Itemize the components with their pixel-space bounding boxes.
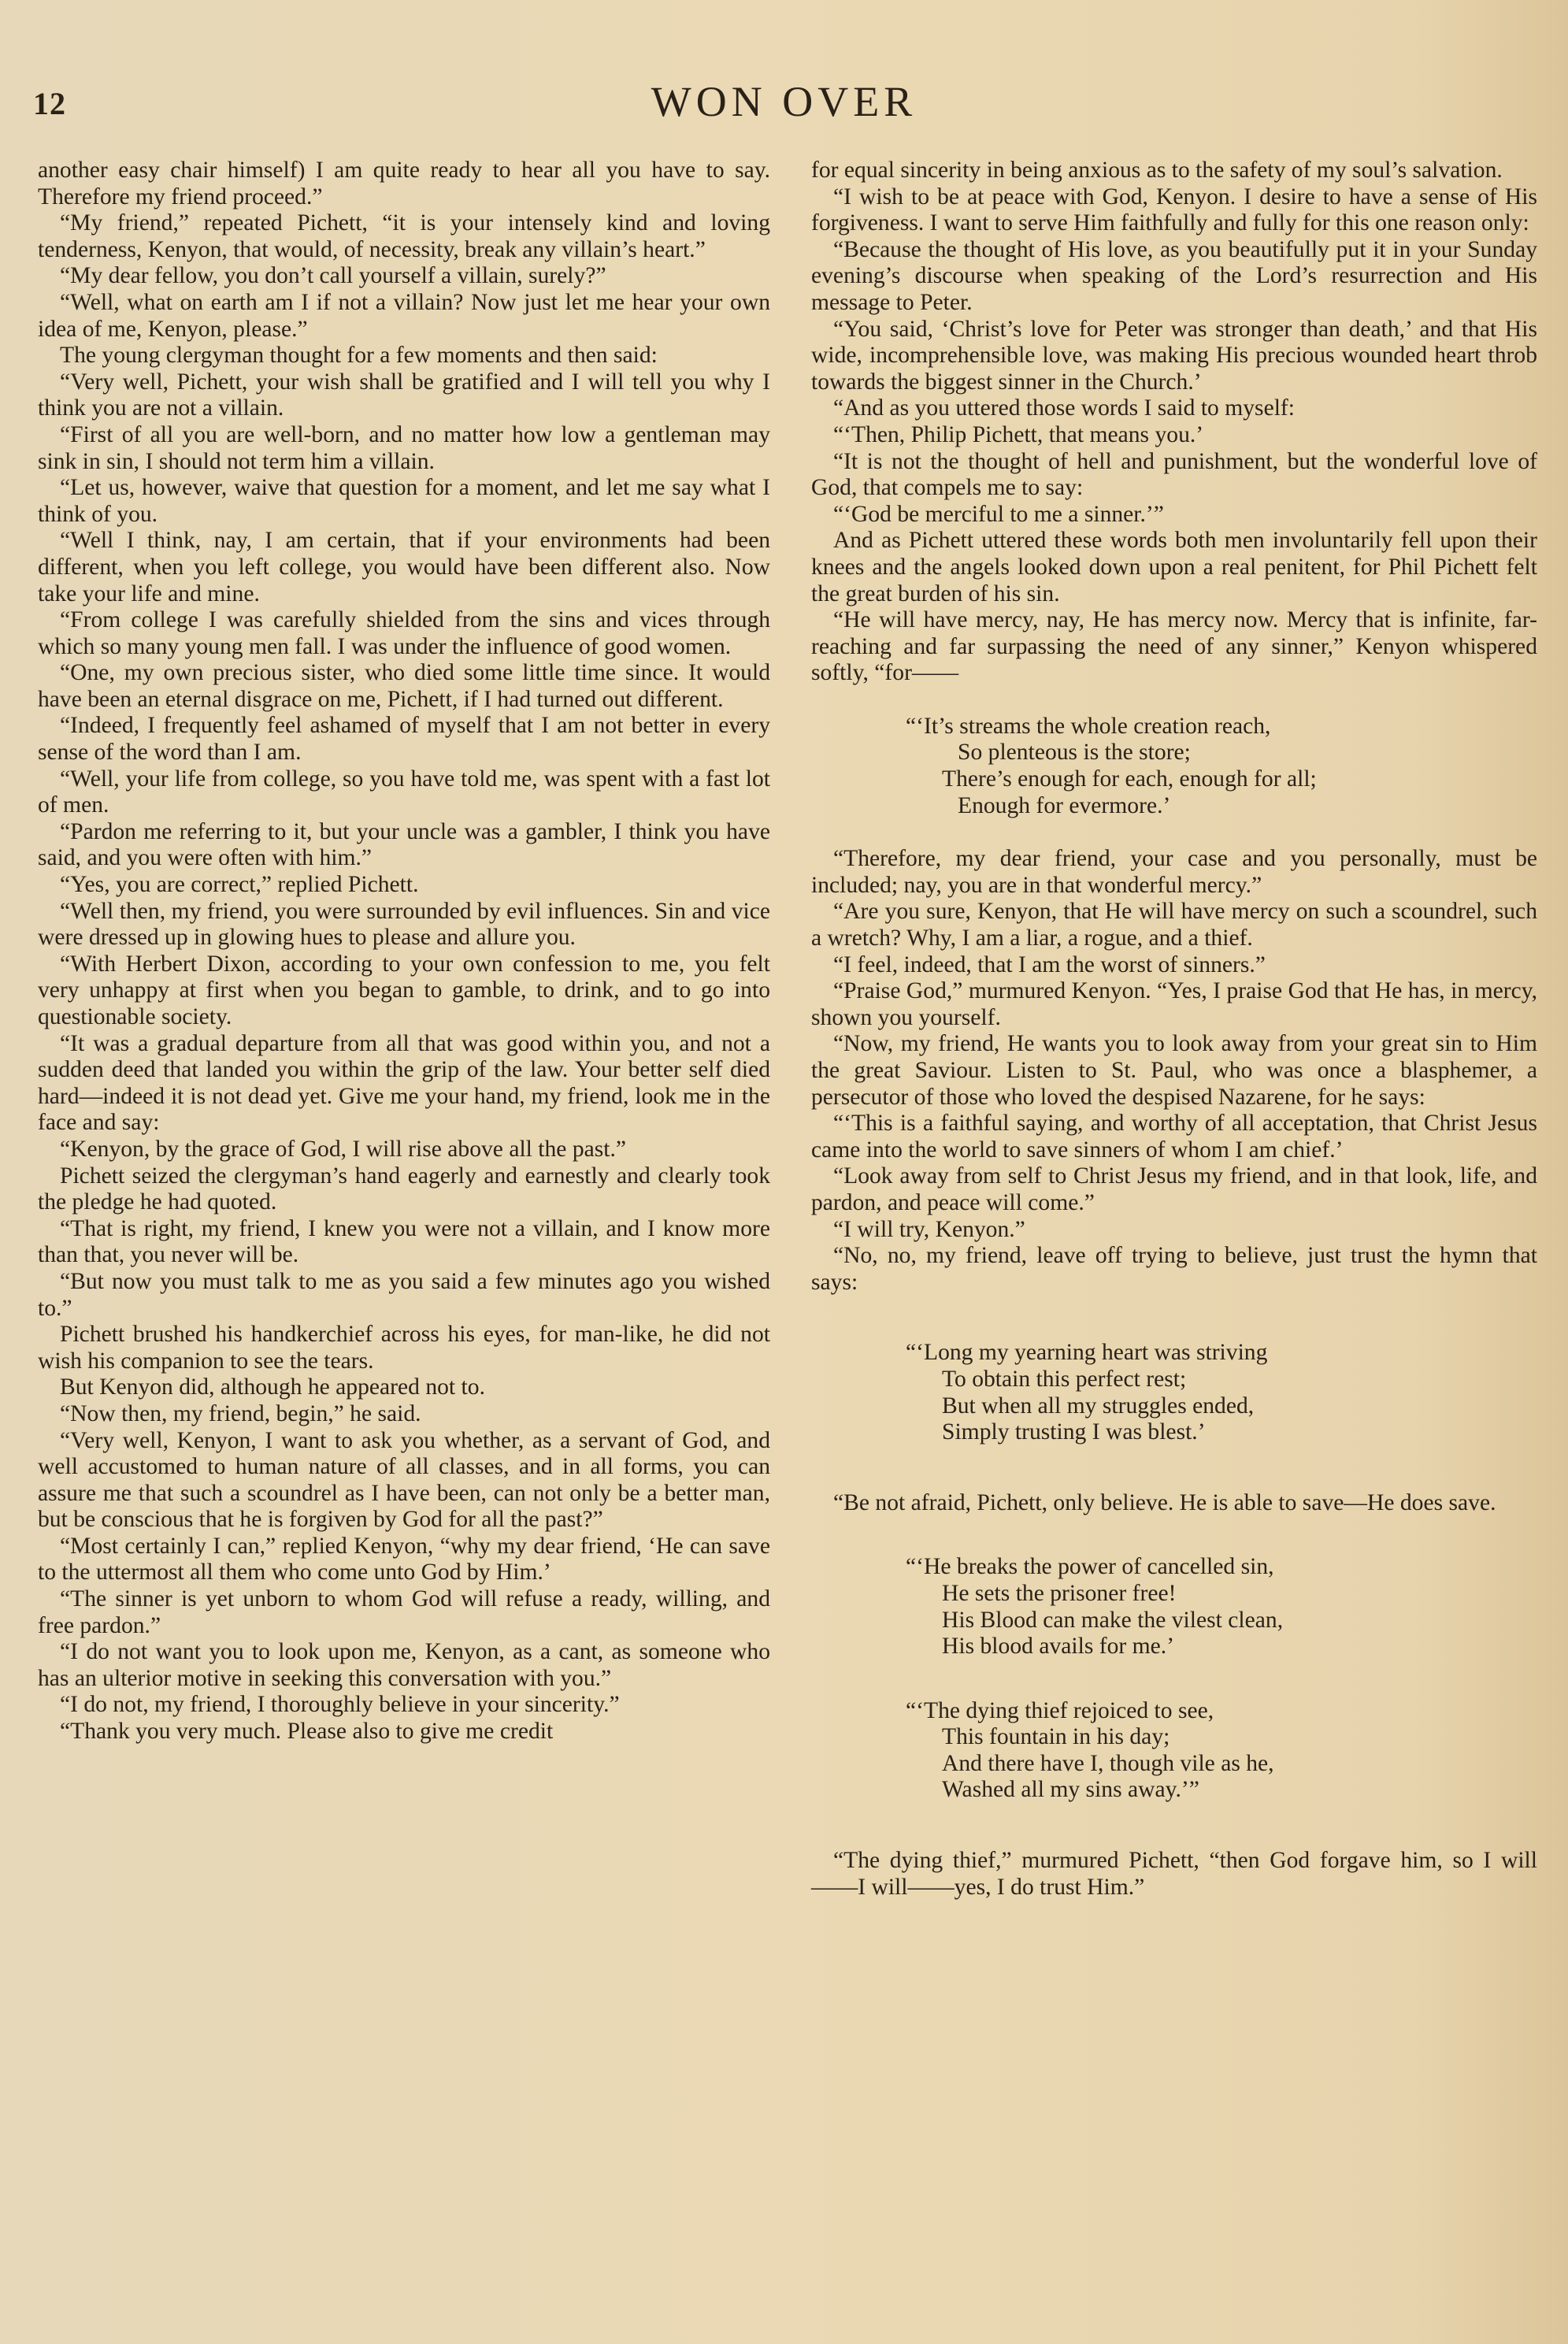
paragraph: “Therefore, my dear friend, your case and you personally, must be included; nay, you are in that wonderful mercy.”: [811, 846, 1537, 898]
paragraph: “Well, your life from college, so you have told me, was spent with a fast lot of men.: [38, 766, 770, 818]
paragraph: “My friend,” repeated Pichett, “it is your intensely kind and loving tenderness, Kenyon, that would, of necessity, break any villain’s heart.”: [38, 210, 770, 262]
paragraph: “Indeed, I frequently feel ashamed of myself that I am not better in every sense of the word than I am.: [38, 713, 770, 766]
paragraph: “Praise God,” murmured Kenyon. “Yes, I praise God that He has, in mercy, shown you yourself.: [811, 978, 1537, 1030]
verse-line: His Blood can make the vilest clean,: [942, 1607, 1284, 1633]
paragraph: “You said, ‘Christ’s love for Peter was stronger than death,’ and that His wide, incomprehensible love, was making His precious wounded heart throb towards the biggest sinner in the Church.’: [811, 316, 1537, 395]
paragraph: “Well, what on earth am I if not a villain? Now just let me hear your own idea of me, Kenyon, please.”: [38, 289, 770, 342]
verse-line: “‘Long my yearning heart was striving: [906, 1340, 1268, 1366]
paragraph: “Very well, Kenyon, I want to ask you whether, as a servant of God, and well accustomed to human nature of all classes, and in all forms, you can assure me that such a scoundrel as I have been, can not only be a better man, but be conscious that he is forgiven by God for all the past?”: [38, 1427, 770, 1533]
verse-line: And there have I, though vile as he,: [942, 1750, 1274, 1776]
paragraph: “The sinner is yet unborn to whom God will refuse a ready, willing, and free pardon.”: [38, 1586, 770, 1638]
paragraph: “Yes, you are correct,” replied Pichett.: [60, 872, 419, 898]
hymn-verse: [811, 1698, 1537, 1804]
paragraph: “With Herbert Dixon, according to your own confession to me, you felt very unhappy at first when you began to gamble, to drink, and to go into questionable society.: [38, 951, 770, 1029]
page-number: 12: [33, 86, 66, 121]
verse-line: So plenteous is the store;: [958, 740, 1191, 766]
right-column: [811, 158, 1537, 1901]
paragraph: “My dear fellow, you don’t call yourself a villain, surely?”: [60, 263, 606, 289]
paragraph: “Look away from self to Christ Jesus my friend, and in that look, life, and pardon, and peace will come.”: [811, 1163, 1537, 1215]
paragraph: “I do not, my friend, I thoroughly believe in your sincerity.”: [60, 1692, 620, 1718]
paragraph: “But now you must talk to me as you said a few minutes ago you wished to.”: [38, 1268, 770, 1321]
paragraph: “I feel, indeed, that I am the worst of sinners.”: [833, 951, 1266, 977]
paragraph: “I wish to be at peace with God, Kenyon. I desire to have a sense of His forgiveness. I want to serve Him faithfully and fully for this one reason only:: [811, 184, 1537, 236]
paragraph: “It is not the thought of hell and punishment, but the wonderful love of God, that compels me to say:: [811, 448, 1537, 501]
verse-line: There’s enough for each, enough for all;: [942, 766, 1317, 792]
paragraph: “Thank you very much. Please also to give me credit: [60, 1719, 554, 1745]
paragraph: “Well I think, nay, I am certain, that if your environments had been different, when you left college, you would have been different also. Now take your life and mine.: [38, 528, 770, 606]
paragraph: “I will try, Kenyon.”: [833, 1216, 1025, 1242]
paragraph: “I do not want you to look upon me, Kenyon, as a cant, as someone who has an ulterior motive in seeking this conversation with you.”: [38, 1639, 770, 1691]
paragraph: “One, my own precious sister, who died some little time since. It would have been an eternal disgrace on me, Pichett, if I had turned out different.: [38, 660, 770, 712]
paragraph: “First of all you are well-born, and no matter how low a gentleman may sink in sin, I should not term him a villain.: [38, 421, 770, 474]
paragraph: “He will have mercy, nay, He has mercy now. Mercy that is infinite, far-reaching and far surpassing the need of any sinner,” Kenyon whispered softly, “for——: [811, 607, 1537, 686]
paragraph: another easy chair himself) I am quite ready to hear all you have to say. Therefore my friend proceed.”: [38, 158, 770, 210]
verse-line: Enough for evermore.’: [958, 792, 1171, 818]
paragraph: “Most certainly I can,” replied Kenyon, “why my dear friend, ‘He can save to the uttermost all them who come unto God by Him.’: [38, 1533, 770, 1586]
running-title: WON OVER: [651, 78, 917, 125]
verse-line: Simply trusting I was blest.’: [942, 1419, 1206, 1445]
paragraph: “Are you sure, Kenyon, that He will have mercy on such a scoundrel, such a wretch? Why, I am a liar, a rogue, and a thief.: [811, 899, 1537, 951]
paragraph: “‘Then, Philip Pichett, that means you.’: [833, 421, 1204, 447]
verse-line: “‘The dying thief rejoiced to see,: [906, 1697, 1214, 1723]
paragraph: Pichett seized the clergyman’s hand eagerly and earnestly and clearly took the pledge he had quoted.: [38, 1163, 770, 1215]
paragraph: “The dying thief,” murmured Pichett, “then God forgave him, so I will——I will——yes, I do trust Him.”: [811, 1848, 1537, 1900]
paragraph: “Very well, Pichett, your wish shall be gratified and I will tell you why I think you are not a villain.: [38, 369, 770, 421]
paragraph: “Pardon me referring to it, but your uncle was a gambler, I think you have said, and you were often with him.”: [38, 818, 770, 871]
paragraph: “Now, my friend, He wants you to look away from your great sin to Him the great Saviour. Listen to St. Paul, who was once a blasphemer, a persecutor of those who loved the despised Nazarene, for he says:: [811, 1031, 1537, 1110]
hymn-verse: [811, 1340, 1537, 1445]
left-column: [38, 158, 770, 1745]
verse-line: Washed all my sins away.’”: [942, 1777, 1199, 1803]
paragraph: “No, no, my friend, leave off trying to believe, just trust the hymn that says:: [811, 1243, 1537, 1295]
paragraph: “From college I was carefully shielded from the sins and vices through which so many young men fall. I was under the influence of good women.: [38, 607, 770, 659]
verse-line: “‘He breaks the power of cancelled sin,: [906, 1554, 1274, 1580]
verse-line: He sets the prisoner free!: [942, 1580, 1177, 1606]
verse-line: His blood avails for me.’: [942, 1634, 1175, 1660]
paragraph: “Because the thought of His love, as you beautifully put it in your Sunday evening’s discourse when speaking of the Lord’s resurrection and His message to Peter.: [811, 236, 1537, 315]
paragraph: “And as you uttered those words I said to myself:: [833, 395, 1296, 421]
hymn-verse: [811, 714, 1537, 819]
paragraph: And as Pichett uttered these words both men involuntarily fell upon their knees and the angels looked down upon a real penitent, for Phil Pichett felt the great burden of his sin.: [811, 528, 1537, 606]
verse-line: “‘It’s streams the whole creation reach,: [906, 713, 1271, 739]
paragraph: “That is right, my friend, I knew you were not a villain, and I know more than that, you never will be.: [38, 1215, 770, 1268]
verse-line: To obtain this perfect rest;: [942, 1366, 1187, 1392]
verse-line: This fountain in his day;: [942, 1724, 1170, 1750]
paragraph: “‘This is a faithful saying, and worthy of all acceptation, that Christ Jesus came into the world to save sinners of whom I am chief.’: [811, 1111, 1537, 1163]
paragraph: for equal sincerity in being anxious as to the safety of my soul’s salvation.: [811, 158, 1503, 183]
paragraph: “It was a gradual departure from all that was good within you, and not a sudden deed that landed you within the grip of the law. Your better self died hard—indeed it is not dead yet. Give me your hand, my friend, look me in the face and say:: [38, 1030, 770, 1136]
paragraph: “Be not afraid, Pichett, only believe. He is able to save—He does save.: [833, 1489, 1496, 1515]
verse-line: But when all my struggles ended,: [942, 1393, 1255, 1419]
paragraph: But Kenyon did, although he appeared not to.: [60, 1374, 485, 1400]
paragraph: The young clergyman thought for a few moments and then said:: [60, 343, 658, 369]
hymn-verse: [811, 1554, 1537, 1660]
paragraph: “Kenyon, by the grace of God, I will rise above all the past.”: [60, 1136, 627, 1162]
paragraph: “Let us, however, waive that question for a moment, and let me say what I think of you.: [38, 475, 770, 527]
paragraph: “‘God be merciful to me a sinner.’”: [833, 501, 1164, 527]
paragraph: Pichett brushed his handkerchief across his eyes, for man-like, he did not wish his companion to see the tears.: [38, 1322, 770, 1374]
paragraph: “Well then, my friend, you were surrounded by evil influences. Sin and vice were dressed up in glowing hues to please and allure you.: [38, 898, 770, 951]
paragraph: “Now then, my friend, begin,” he said.: [60, 1400, 421, 1426]
